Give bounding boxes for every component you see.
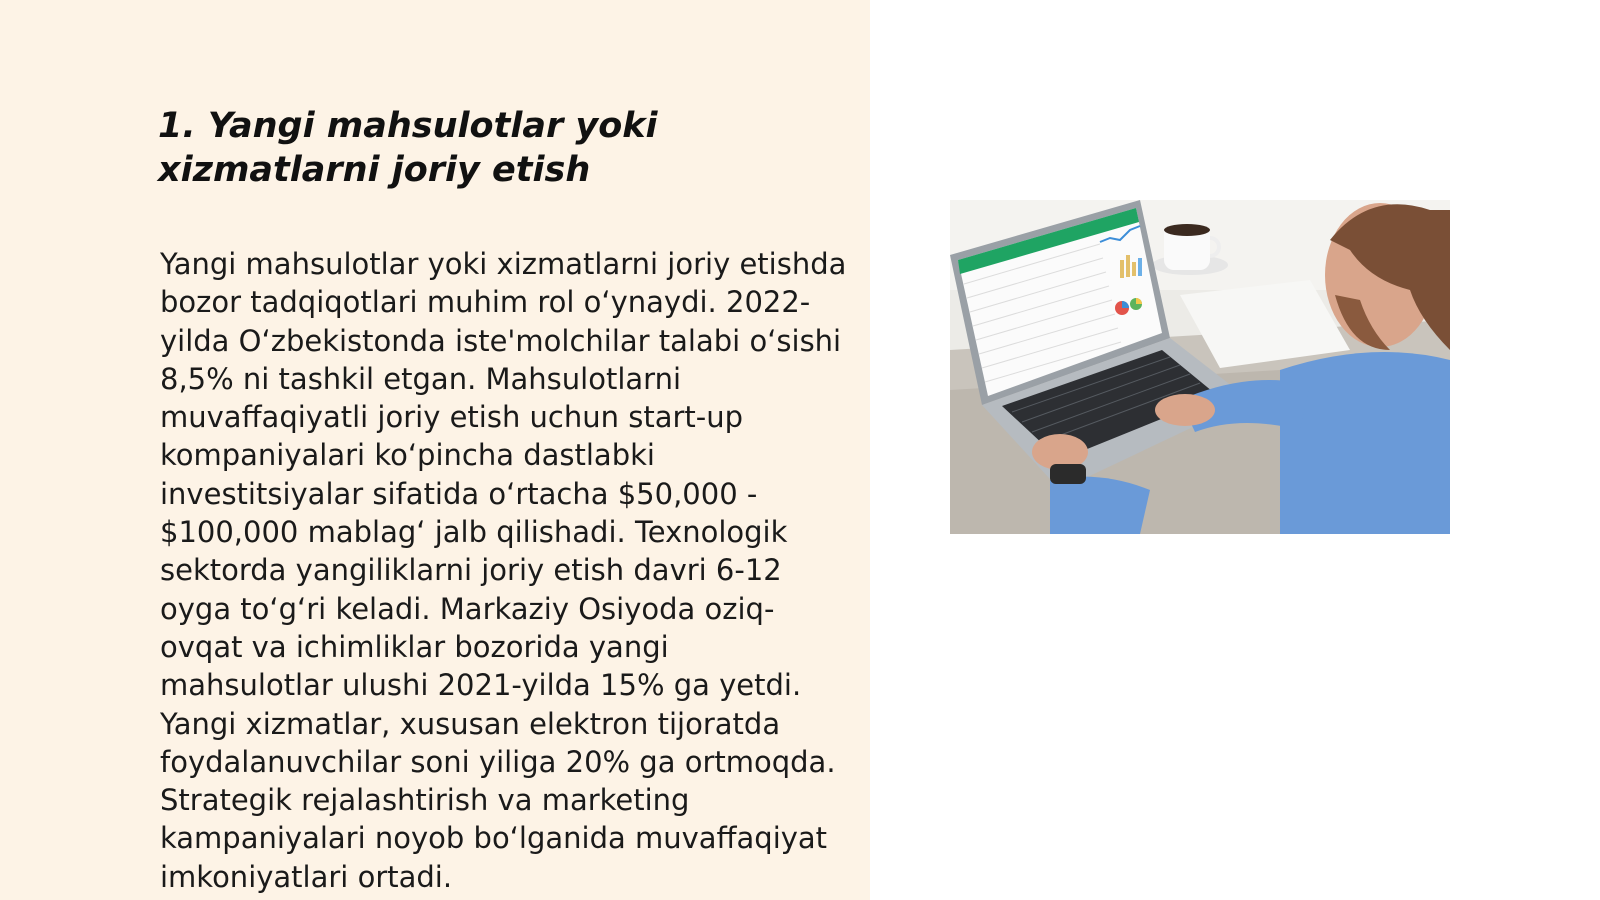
- slide-paragraph: Yangi mahsulotlar yoki xizmatlarni joriy etishda bozor tadqiqotlari muhim rol o‘ynaydi. 2022-yilda O‘zbekistonda iste'molchilar talabi o‘sishi 8,5% ni tashkil etgan. Mahsulotlarni muvaffaqiyatli joriy etish uchun start-up kompaniyalari ko‘pincha dastlabki investitsiyalar sifatida o‘rtacha $50,000 - $100,000 mablag‘ jalb qilishadi. Texnologik sektorda yangiliklarni joriy etish davri 6-12 oyga to‘g‘ri keladi. Markaziy Osiyoda oziq-ovqat va ichimliklar bozorida yangi mahsulotlar ulushi 2021-yilda 15% ga yetdi. Yangi xizmatlar, xususan elektron tijoratda foydalanuvchilar soni yiliga 20% ga ortmoqda. Strategik rejalashtirish va marketing kampaniyalari noyob bo‘lganida muvaffaqiyat imkoniyatlari ortadi.: [160, 247, 847, 894]
- slide-title: 1. Yangi mahsulotlar yoki xizmatlarni joriy etish: [158, 106, 658, 190]
- laptop-analytics-photo: [950, 200, 1450, 534]
